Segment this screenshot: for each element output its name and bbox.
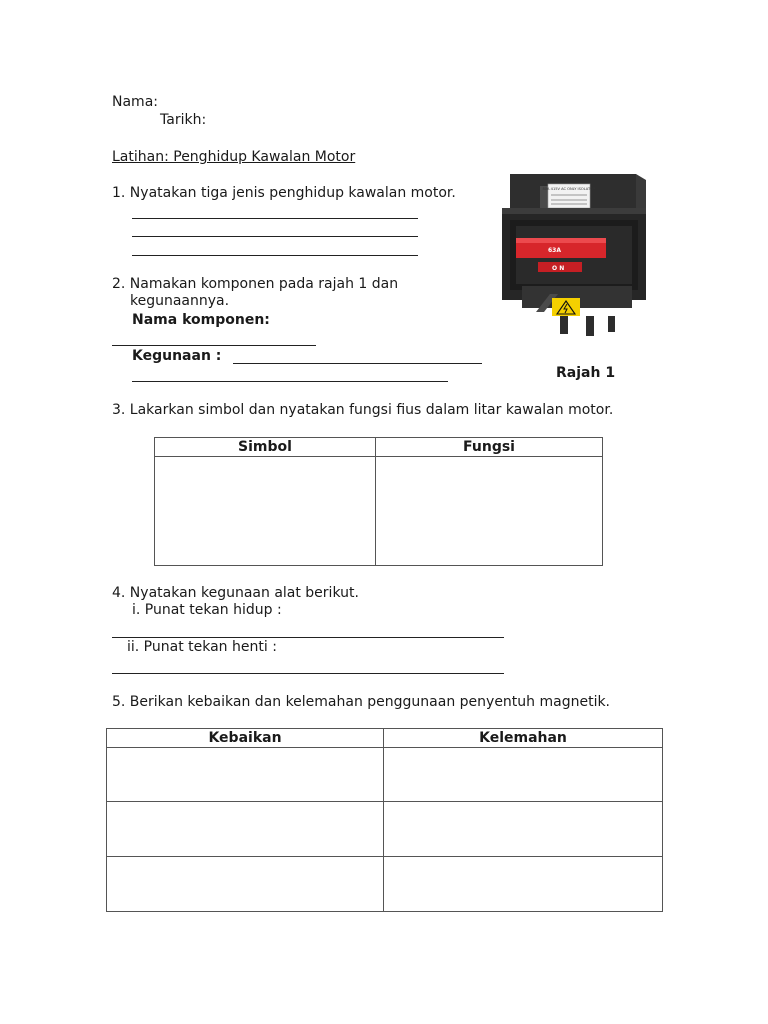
answer-line (112, 673, 504, 674)
advantages-table-header-disadvantages: Kelemahan (384, 729, 663, 748)
rating-tag: 80A 415V AC ONLY ISOLATOR (542, 187, 596, 191)
question-4-item-ii: ii. Punat tekan henti : (127, 639, 277, 655)
answer-line (132, 218, 418, 219)
disadvantage-cell (384, 748, 663, 802)
fuse-table-header-function: Fungsi (376, 438, 603, 457)
answer-line (132, 381, 448, 382)
question-2-line-1: 2. Namakan komponen pada rajah 1 dan (112, 276, 399, 292)
figure-caption: Rajah 1 (556, 365, 616, 381)
fuse-table-header-symbol: Simbol (155, 438, 376, 457)
answer-line (112, 345, 316, 346)
question-4: 4. Nyatakan kegunaan alat berikut. (112, 585, 359, 601)
disadvantage-cell (384, 802, 663, 857)
advantage-cell (107, 802, 384, 857)
question-2-line-2: kegunaannya. (130, 293, 230, 309)
fuse-table (154, 437, 603, 566)
answer-line (132, 255, 418, 256)
question-4-item-i: i. Punat tekan hidup : (132, 602, 282, 618)
isolator-switch-image (496, 166, 648, 336)
function-label: Kegunaan : (132, 348, 222, 364)
switch-state-label: O N (552, 265, 565, 272)
worksheet-title: Latihan: Penghidup Kawalan Motor (112, 149, 356, 165)
disadvantage-cell (384, 857, 663, 912)
advantages-table (106, 728, 663, 912)
advantage-cell (107, 748, 384, 802)
name-label: Nama: (112, 94, 158, 110)
question-3: 3. Lakarkan simbol dan nyatakan fungsi fius dalam litar kawalan motor. (112, 402, 614, 418)
date-label: Tarikh: (160, 112, 207, 128)
question-5: 5. Berikan kebaikan dan kelemahan penggunaan penyentuh magnetik. (112, 694, 611, 710)
answer-line (132, 236, 418, 237)
fuse-function-cell (376, 457, 603, 566)
fuse-symbol-cell (155, 457, 376, 566)
question-1: 1. Nyatakan tiga jenis penghidup kawalan motor. (112, 185, 456, 201)
advantages-table-header-advantages: Kebaikan (107, 729, 384, 748)
component-name-label: Nama komponen: (132, 312, 270, 328)
current-rating-label: 63A (548, 247, 561, 254)
advantage-cell (107, 857, 384, 912)
answer-line (233, 363, 482, 364)
